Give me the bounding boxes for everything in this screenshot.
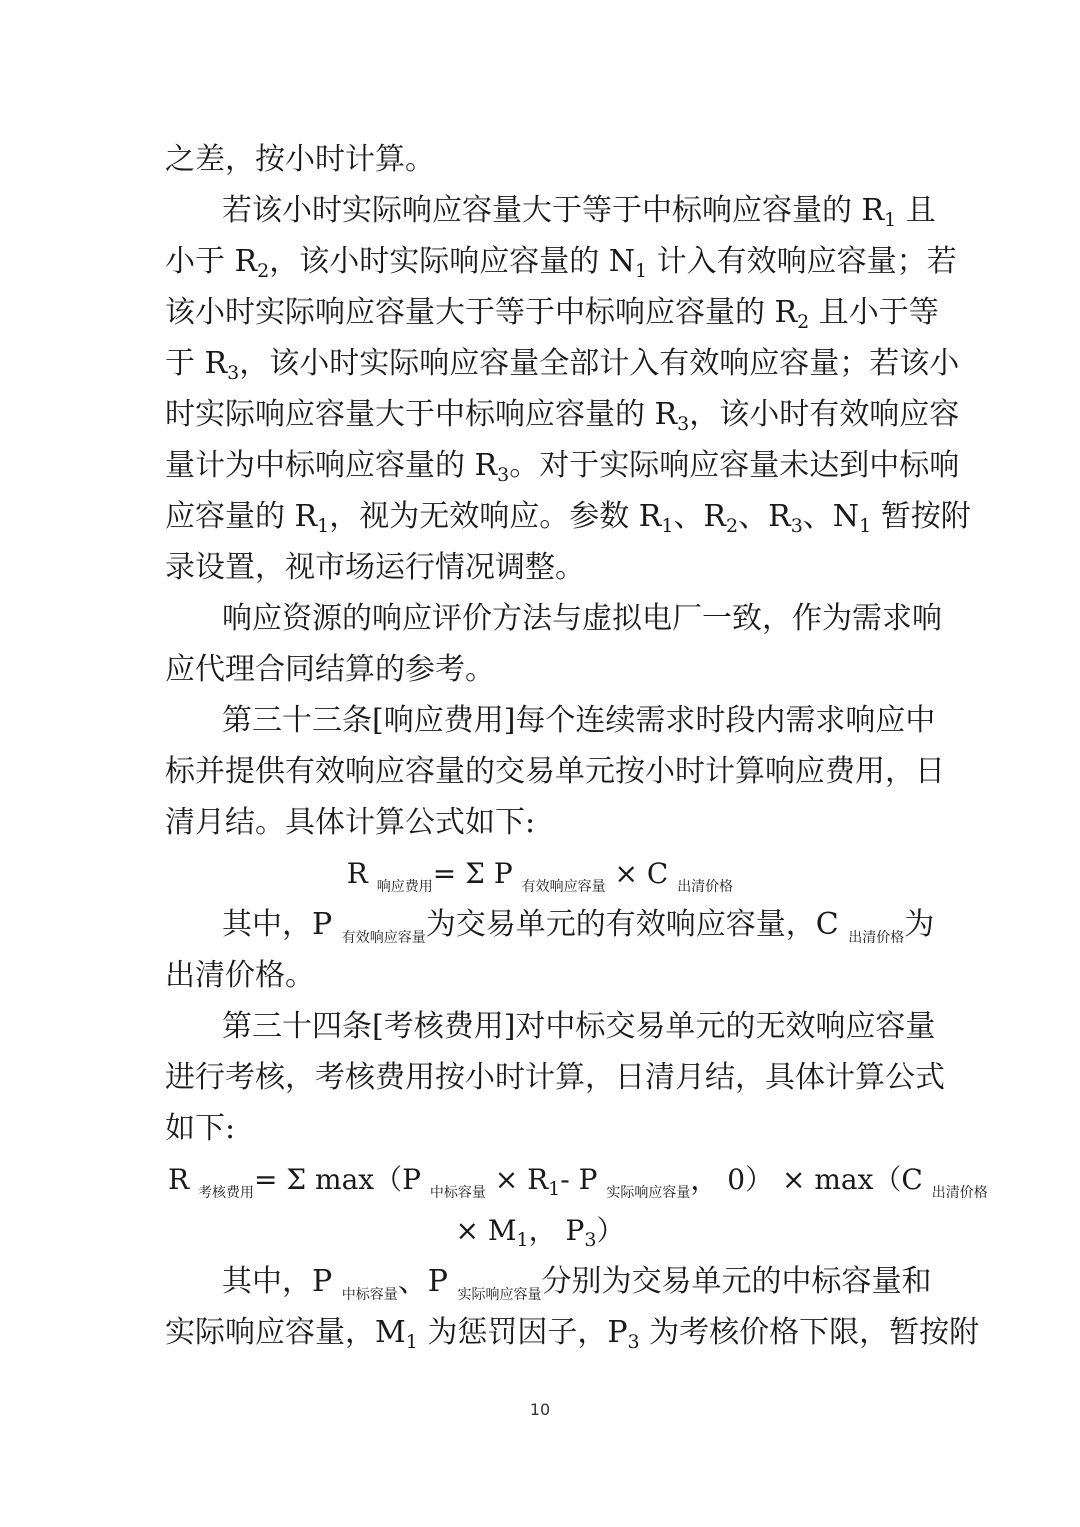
text: 进行考核，考核费用按小时计算，日清月结，具体计算公式: [165, 1060, 945, 1095]
subscript: 考核费用: [197, 1185, 254, 1201]
text: ）: [596, 1214, 625, 1247]
text: 第三十三条[响应费用]每个连续需求时段内需求响应中: [222, 703, 936, 738]
text: 出清价格。: [165, 958, 315, 993]
text: 应代理合同结算的参考。: [165, 652, 495, 687]
text: = Σ max（P: [253, 1163, 430, 1196]
text: 、P: [397, 1264, 458, 1299]
formula-assessment-fee-continued: [0, 1205, 1080, 1257]
subscript: 3: [677, 413, 690, 435]
subscript: 2: [797, 311, 810, 333]
subscript: 2: [257, 260, 270, 282]
text: 为惩罚因子，P: [417, 1315, 628, 1350]
text: 若该小时实际响应容量大于等于中标响应容量的 R: [222, 193, 885, 228]
paragraph-line: [165, 440, 960, 492]
text: ， 0） × max（C: [690, 1163, 932, 1196]
text: 为: [904, 907, 935, 942]
text: 小于 R: [165, 244, 258, 279]
text: ，该小时实际响应容量的 N: [269, 244, 636, 279]
paragraph-line: [222, 593, 942, 645]
text: × M: [455, 1214, 517, 1247]
text: ， P: [528, 1214, 585, 1247]
text: 、R: [673, 499, 727, 534]
text: R: [168, 1163, 198, 1196]
text: 暂按附: [871, 499, 971, 534]
subscript: 响应费用: [376, 879, 433, 895]
text: 计入有效响应容量；若: [647, 244, 957, 279]
text: 该小时实际响应容量大于等于中标响应容量的 R: [165, 295, 798, 330]
text: 录设置，视市场运行情况调整。: [165, 550, 585, 585]
text: 标并提供有效响应容量的交易单元按小时计算响应费用，日: [165, 754, 945, 789]
text: 于 R: [165, 346, 228, 381]
paragraph-line: [222, 1256, 932, 1308]
subscript: 1: [661, 515, 674, 537]
subscript: 2: [726, 515, 739, 537]
text: × C: [605, 857, 678, 890]
text: 。对于实际响应容量未达到中标响: [509, 448, 960, 483]
paragraph-line: [165, 1307, 980, 1359]
paragraph-line: [165, 950, 915, 1002]
text: 且: [896, 193, 936, 228]
paragraph-line: [165, 1103, 915, 1155]
text: 、N: [802, 499, 860, 534]
subscript: 出清价格: [677, 879, 734, 895]
subscript: 1: [516, 1229, 529, 1251]
subscript: 1: [317, 515, 330, 537]
text: 其中，P: [222, 907, 342, 942]
text: 为考核价格下限，暂按附: [639, 1315, 980, 1350]
text: ，该小时实际响应容量全部计入有效响应容量；若该小: [239, 346, 960, 381]
subscript: 有效响应容量: [341, 930, 426, 946]
paragraph-line: [222, 185, 936, 237]
subscript: 出清价格: [848, 930, 905, 946]
paragraph-line: [165, 746, 945, 798]
text: R: [346, 857, 377, 890]
text: = Σ P: [432, 857, 522, 890]
text: 其中，P: [222, 1264, 342, 1299]
subscript: 中标容量: [341, 1287, 398, 1303]
subscript: 出清价格: [931, 1185, 988, 1201]
text: 响应资源的响应评价方法与虚拟电厂一致，作为需求响: [222, 601, 942, 636]
text: 应容量的 R: [165, 499, 318, 534]
subscript: 3: [227, 362, 240, 384]
text: 之差，按小时计算。: [165, 142, 435, 177]
paragraph-line: [165, 542, 915, 594]
text: 、R: [738, 499, 791, 534]
page-number: 10: [529, 1400, 551, 1419]
paragraph-line: [165, 1052, 945, 1104]
text: 清月结。具体计算公式如下:: [165, 805, 536, 840]
formula-assessment-fee: [168, 1154, 988, 1206]
formula-response-fee: [0, 848, 1080, 900]
text: 第三十四条[考核费用]对中标交易单元的无效响应容量: [222, 1009, 936, 1044]
text: 分别为交易单元的中标容量和: [541, 1264, 932, 1299]
paragraph-line: [165, 797, 915, 849]
paragraph-line: [165, 644, 915, 696]
text: ，视为无效响应。参数 R: [329, 499, 662, 534]
paragraph-line: [165, 389, 960, 441]
text: 量计为中标响应容量的 R: [165, 448, 498, 483]
article-34-heading-line: [222, 1001, 936, 1053]
paragraph-line: [222, 899, 935, 951]
text: 且小于等: [809, 295, 939, 330]
subscript: 1: [405, 1331, 418, 1353]
paragraph-line: [165, 338, 960, 390]
paragraph-line: [165, 491, 971, 543]
subscript: 1: [884, 209, 897, 231]
subscript: 实际响应容量: [457, 1287, 542, 1303]
subscript: 3: [584, 1229, 597, 1251]
article-33-heading-line: [222, 695, 936, 747]
subscript: 中标容量: [429, 1185, 486, 1201]
text: 如下:: [165, 1111, 236, 1146]
subscript: 1: [548, 1178, 561, 1200]
subscript: 3: [790, 515, 803, 537]
paragraph-line: [0, 134, 915, 186]
subscript: 3: [627, 1331, 640, 1353]
paragraph-line: [165, 236, 957, 288]
subscript: 3: [497, 464, 510, 486]
text: ，该小时有效响应容: [689, 397, 960, 432]
subscript: 实际响应容量: [606, 1185, 691, 1201]
subscript: 1: [635, 260, 648, 282]
subscript: 有效响应容量: [521, 879, 606, 895]
text: 时实际响应容量大于中标响应容量的 R: [165, 397, 678, 432]
paragraph-line: [165, 287, 939, 339]
text: × R: [485, 1163, 549, 1196]
text: - P: [560, 1163, 607, 1196]
subscript: 1: [859, 515, 872, 537]
text: 为交易单元的有效响应容量，C: [425, 907, 849, 942]
text: 实际响应容量，M: [165, 1315, 406, 1350]
